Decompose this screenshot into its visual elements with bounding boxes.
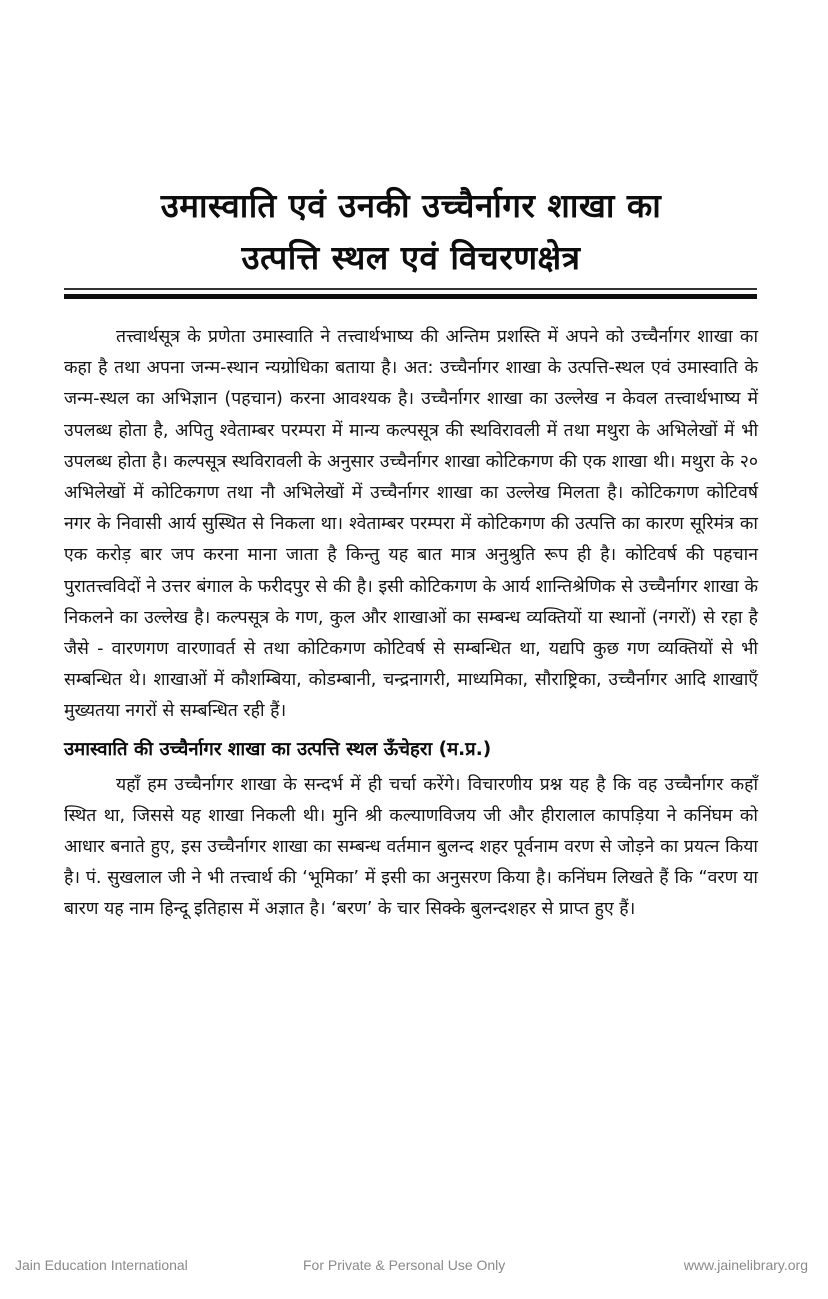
page-footer — [0, 1257, 828, 1279]
footer-usage-notice: For Private & Personal Use Only — [303, 1257, 506, 1273]
title-divider-thick — [64, 294, 757, 299]
section-heading: उमास्वाति की उच्चैर्नागर शाखा का उत्पत्ति स्थल ऊँचेहरा (म.प्र.) — [64, 738, 492, 760]
page-title-line-1: उमास्वाति एवं उनकी उच्चैर्नागर शाखा का — [160, 186, 662, 225]
article-body — [64, 322, 758, 926]
page-title — [64, 180, 758, 284]
footer-website-link[interactable]: www.jainelibrary.org — [683, 1257, 808, 1273]
title-divider-thin — [64, 288, 757, 290]
footer-publisher: Jain Education International — [15, 1257, 188, 1273]
body-paragraph-1: तत्त्वार्थसूत्र के प्रणेता उमास्वाति ने तत्त्वार्थभाष्य की अन्तिम प्रशस्ति में अपने को उच्चैर्नागर शाखा का कहा है तथा अपना जन्म-स्थान न्यग्रोधिका बताया है। अत: उच्चैर्नागर शाखा के उत्पत्ति-स्थल एवं उमास्वाति के जन्म-स्थल का अभिज्ञान (पहचान) करना आवश्यक है। उच्चैर्नागर शाखा का उल्लेख न केवल तत्त्वार्थभाष्य में उपलब्ध होता है, अपितु श्वेताम्बर परम्परा में मान्य कल्पसूत्र की स्थविरावली में तथा मथुरा के अभिलेखों में भी उपलब्ध होता है। कल्पसूत्र स्थविरावली के अनुसार उच्चैर्नागर शाखा कोटिकगण की एक शाखा थी। मथुरा के २० अभिलेखों में कोटिकगण तथा नौ अभिलेखों में उच्चैर्नागर शाखा का उल्लेख मिलता है। कोटिकगण कोटिवर्ष नगर के निवासी आर्य सुस्थित से निकला था। श्वेताम्बर परम्परा में कोटिकगण की उत्पत्ति का कारण सूरिमंत्र का एक करोड़ बार जप करना माना जाता है किन्तु यह बात मात्र अनुश्रुति रूप ही है। कोटिवर्ष की पहचान पुरातत्त्वविदों ने उत्तर बंगाल के फरीदपुर से की है। इसी कोटिकगण के आर्य शान्तिश्रेणिक से उच्चैर्नागर शाखा के निकलने का उल्लेख है। कल्पसूत्र के गण, कुल और शाखाओं का सम्बन्ध व्यक्तियों या स्थानों (नगरों) से रहा है जैसे - वारणगण वारणावर्त से तथा कोटिकगण कोटिवर्ष से सम्बन्धित था, यद्यपि कुछ गण व्यक्तियों से भी सम्बन्धित थे। शाखाओं में कौशम्बिया, कोडम्बानी, चन्द्रनागरी, माध्यमिका, सौराष्ट्रिका, उच्चैर्नागर आदि शाखाएँ मुख्यतया नगरों से सम्बन्धित रही हैं। — [64, 327, 758, 722]
page-title-line-2: उत्पत्ति स्थल एवं विचरणक्षेत्र — [241, 238, 581, 277]
section-paragraph-1: यहाँ हम उच्चैर्नागर शाखा के सन्दर्भ में ही चर्चा करेंगे। विचारणीय प्रश्न यह है कि वह उच्चैर्नागर कहाँ स्थित था, जिससे यह शाखा निकली थी। मुनि श्री कल्याणविजय जी और हीरालाल कापड़िया ने कनिंघम को आधार बनाते हुए, इस उच्चैर्नागर शाखा का सम्बन्ध वर्तमान बुलन्द शहर पूर्वनाम वरण से जोड़ने का प्रयत्न किया है। पं. सुखलाल जी ने भी तत्त्वार्थ की ‘भूमिका’ में इसी का अनुसरण किया है। कनिंघम लिखते हैं कि “वरण या बारण यह नाम हिन्दू इतिहास में अज्ञात है। ‘बरण’ के चार सिक्के बुलन्दशहर से प्राप्त हुए हैं। — [64, 774, 758, 920]
